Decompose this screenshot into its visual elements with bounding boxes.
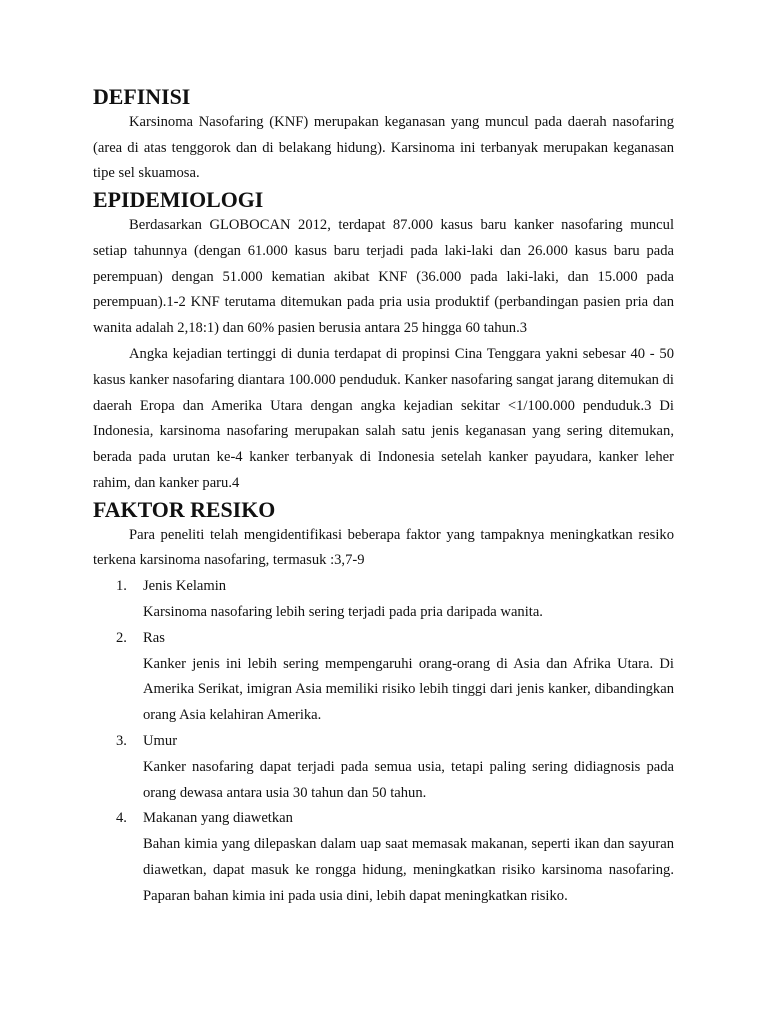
list-item — [93, 806, 674, 909]
list-item-number: 3. — [116, 732, 127, 749]
list-item — [93, 626, 674, 729]
risk-factor-list — [93, 574, 674, 909]
heading-faktor-resiko: FAKTOR RESIKO — [93, 496, 276, 522]
heading-definisi: DEFINISI — [93, 84, 191, 109]
list-item-number: 2. — [116, 629, 127, 646]
epidemiologi-paragraph-2: Angka kejadian tertinggi di dunia terdapat di propinsi Cina Tenggara yakni sebesar 40 - 50 kasus kanker nasofaring diantara 100.000 penduduk. Kanker nasofaring sangat jarang ditemukan di daerah Eropa dan Amerika Utara dengan angka kejadian sekitar <1/100.000 penduduk.3 Di Indonesia, karsinoma nasofaring merupakan salah satu jenis keganasan yang sering ditemukan, berada pada urutan ke-4 kanker terbanyak di Indonesia setelah kanker payudara, kanker leher rahim, dan kanker paru.4 — [93, 345, 674, 491]
faktor-intro-paragraph: Para peneliti telah mengidentifikasi beberapa faktor yang tampaknya meningkatkan resiko terkena karsinoma nasofaring, termasuk :3,7-9 — [93, 526, 674, 569]
list-item-body: Karsinoma nasofaring lebih sering terjadi pada pria daripada wanita. — [143, 603, 543, 620]
list-item — [93, 729, 674, 806]
epidemiologi-paragraph-1: Berdasarkan GLOBOCAN 2012, terdapat 87.000 kasus baru kanker nasofaring muncul setiap tahunnya (dengan 61.000 kasus baru terjadi pada laki-laki dan 26.000 kasus baru pada perempuan) dengan 51.000 kematian akibat KNF (36.000 pada laki-laki, dan 15.000 pada perempuan).1-2 KNF terutama ditemukan pada pria usia produktif (perbandingan pasien pria dan wanita adalah 2,18:1) dan 60% pasien berusia antara 25 hingga 60 tahun.3 — [93, 216, 674, 337]
list-item-number: 1. — [116, 578, 127, 595]
list-item-body: Kanker jenis ini lebih sering mempengaruhi orang-orang di Asia dan Afrika Utara. Di Amerika Serikat, imigran Asia memiliki risiko lebih tinggi dari jenis kanker, dibandingkan orang Asia kelahiran Amerika. — [143, 655, 674, 724]
list-item-title: Jenis Kelamin — [143, 578, 227, 595]
list-item-number: 4. — [116, 810, 127, 827]
heading-epidemiologi: EPIDEMIOLOGI — [93, 187, 264, 213]
list-item-body: Kanker nasofaring dapat terjadi pada semua usia, tetapi paling sering didiagnosis pada orang dewasa antara usia 30 tahun dan 50 tahun. — [143, 758, 674, 801]
definisi-paragraph: Karsinoma Nasofaring (KNF) merupakan keganasan yang muncul pada daerah nasofaring (area di atas tenggorok dan di belakang hidung). Karsinoma ini terbanyak merupakan keganasan tipe sel skuamosa. — [93, 113, 674, 182]
list-item-body: Bahan kimia yang dilepaskan dalam uap saat memasak makanan, seperti ikan dan sayuran diawetkan, dapat masuk ke rongga hidung, meningkatkan risiko karsinoma nasofaring. Paparan bahan kimia ini pada usia dini, lebih dapat meningkatkan risiko. — [143, 836, 674, 904]
list-item-title: Makanan yang diawetkan — [143, 810, 293, 827]
list-item-title: Ras — [143, 629, 165, 646]
list-item — [93, 574, 674, 626]
list-item-title: Umur — [143, 732, 178, 749]
